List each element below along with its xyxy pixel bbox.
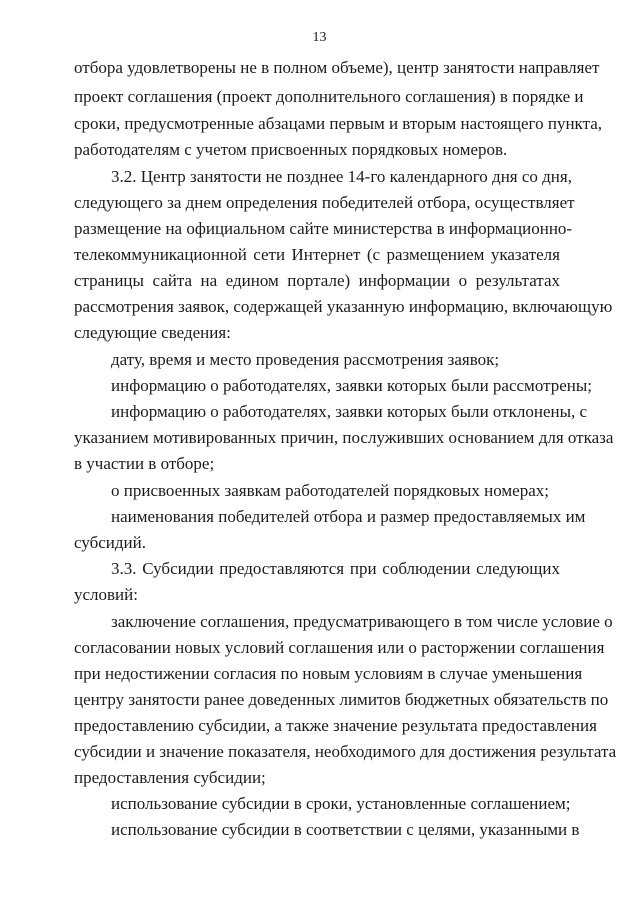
text-line: субсидии и значение показателя, необходимого для достижения результата <box>74 742 617 761</box>
text-line: сроки, предусмотренные абзацами первым и вторым настоящего пункта, <box>74 114 603 133</box>
paragraph-3-2-first-line: 3.2. Центр занятости не позднее 14-го календарного дня со дня, <box>111 167 572 186</box>
text-line: отбора удовлетворены не в полном объеме), центр занятости направляет <box>74 58 600 77</box>
text-line: предоставлению субсидии, а также значение результата предоставления <box>74 716 597 735</box>
text-line: размещение на официальном сайте министерства в информационно- <box>74 219 573 238</box>
text-line: в участии в отборе; <box>74 454 215 473</box>
text-line: согласовании новых условий соглашения или о расторжении соглашения <box>74 638 605 657</box>
paragraph-3-3-first-line: 3.3. Субсидии предоставляются при соблюдении следующих <box>111 559 560 578</box>
text-line: предоставления субсидии; <box>74 768 266 787</box>
text-line: проект соглашения (проект дополнительного соглашения) в порядке и <box>74 87 584 106</box>
page-number: 13 <box>312 30 327 45</box>
list-item: о присвоенных заявкам работодателей порядковых номерах; <box>111 481 549 500</box>
text-line: указанием мотивированных причин, послуживших основанием для отказа <box>74 428 614 447</box>
text-line: следующие сведения: <box>74 323 231 342</box>
list-item: наименования победителей отбора и размер предоставляемых им <box>111 507 586 526</box>
text-line: страницы сайта на едином портале) информации о результатах <box>74 271 560 290</box>
text-line: при недостижении согласия по новым условиям в случае уменьшения <box>74 664 583 683</box>
text-line: рассмотрения заявок, содержащей указанную информацию, включающую <box>74 297 613 316</box>
text-line: центру занятости ранее доведенных лимитов бюджетных обязательств по <box>74 690 609 709</box>
text-line: субсидий. <box>74 533 146 552</box>
list-item: информацию о работодателях, заявки которых были отклонены, с <box>111 402 588 421</box>
list-item: информацию о работодателях, заявки которых были рассмотрены; <box>111 376 593 395</box>
text-line: следующего за днем определения победителей отбора, осуществляет <box>74 193 575 212</box>
list-item: использование субсидии в соответствии с целями, указанными в <box>111 820 580 839</box>
list-item: использование субсидии в сроки, установленные соглашением; <box>111 794 571 813</box>
text-line: телекоммуникационной сети Интернет (с размещением указателя <box>74 245 560 264</box>
text-line: работодателям с учетом присвоенных порядковых номеров. <box>74 140 508 159</box>
list-item: дату, время и место проведения рассмотрения заявок; <box>111 350 500 369</box>
text-line: условий: <box>74 585 138 604</box>
list-item: заключение соглашения, предусматривающего в том числе условие о <box>111 612 613 631</box>
